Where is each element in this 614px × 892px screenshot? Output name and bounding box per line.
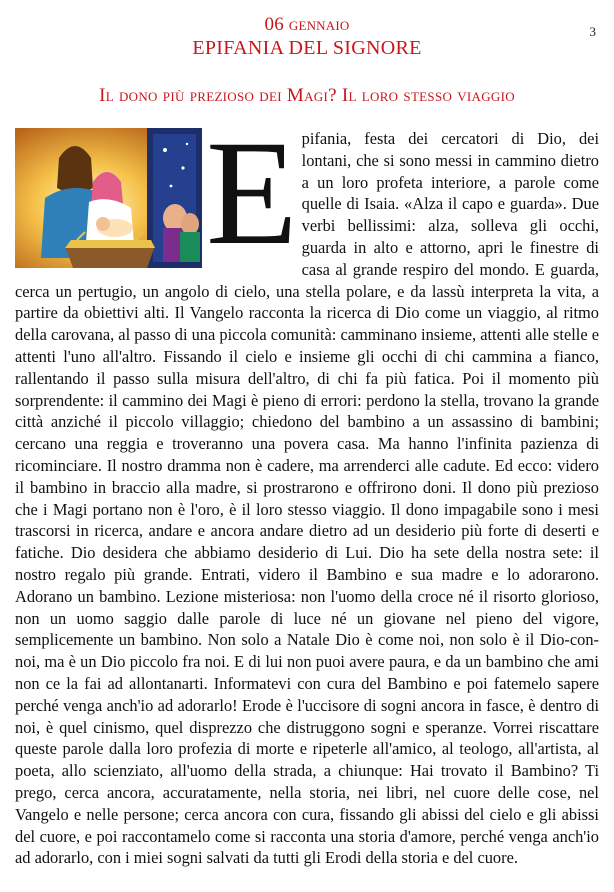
nativity-illustration-icon: [15, 128, 202, 268]
drop-cap: E: [206, 110, 298, 276]
article-text: pifania, festa dei cercatori di Dio, dei lontani, che si sono messi in cammino dietro a un loro profeta interiore, a parole come quelle di Isaia. «Alza il capo e guarda». Due verbi bellissimi: alza, solleva gli occhi, guarda in alto e attorno, apri le finestre di casa al grande respiro del mondo. E guarda, cerca un pertugio, un angolo di cielo, una stella polare, e da lassù interpreta la vita, a partire da obiettivi alti. Il Vangelo racconta la ricerca di Dio come un viaggio, al ritmo della carovana, al passo di una piccola comunità: camminano insieme, attenti alle stelle e attenti l'uno all'altro. Fissando il cielo e insieme gli occhi di chi cammina a fianco, rallentando il passo sulla misura dell'altro, di chi fa più fatica. Poi il momento più sorprendente: il cammino dei Magi è pieno di errori: perdono la stella, trovano la grande città anziché il piccolo villaggio; chiedono del bambino a un assassino di bambini; cercano una reggia e troveranno una povera casa. Ma hanno l'infinita pazienza di ricominciare. Il nostro dramma non è cadere, ma arrenderci alle cadute. Ed ecco: videro il bambino in braccio alla madre, si prostrarono e offrirono doni. Il dono più prezioso che i Magi portano non è l'oro, è il loro stesso viaggio. Il dono impagabile sono i mesi trascorsi in ricerca, andare e ancora andare dietro ad un desiderio più forte di deserti e fatiche. Dio desidera che abbiamo desiderio di Lui. Dio ha sete della nostra sete: il nostro regalo più grande. Entrati, videro il Bambino e sua madre e lo adorarono. Adorano un bambino. Lezione misteriosa: non l'uomo della croce né il risorto glorioso, non un uomo saggio dalle parole di luce né un giovane nel pieno del vigore, semplicemente un bambino. Non solo a Natale Dio è come noi, non solo è il Dio-con-noi, ma è un Dio piccolo fra noi. E di lui non puoi avere paura, e da un bambino che ami non ce la fai ad allontanarti. Informatevi con cura del Bambino e poi fatemelo sapere perché venga anch'io ad adorarlo! Erode è l'uccisore di sogni ancora in fasce, è dentro di noi, è quel cinismo, quel disprezzo che distruggono sogni e speranze. Vorrei riscattare queste parole dalla loro profezia di morte e ripeterle all'amico, al teologo, all'artista, al poeta, allo scienziato, all'uomo della strada, a chiunque: Hai trovato il Bambino? Ti prego, cerca ancora, accuratamente, nella storia, nei libri, nel cuore delle cose, nel Vangelo e nelle persone; cerca ancora con cura, fissando gli abissi del cielo e gli abissi del cuore, e poi raccontamelo come si racconta una storia d'amore, perché venga anch'io ad adorarlo, con i miei sogni salvati da tutti gli Erodi della storia e del cuore.: [15, 129, 599, 868]
article-subtitle: Il dono più prezioso dei Magi? Il loro stesso viaggio: [99, 85, 515, 106]
feast-title: EPIFANIA DEL SIGNORE: [192, 37, 422, 59]
article-body: [15, 110, 599, 869]
page-number: 3: [589, 24, 596, 39]
liturgical-date: 06 gennaio: [264, 14, 350, 35]
page-header: [0, 14, 614, 60]
